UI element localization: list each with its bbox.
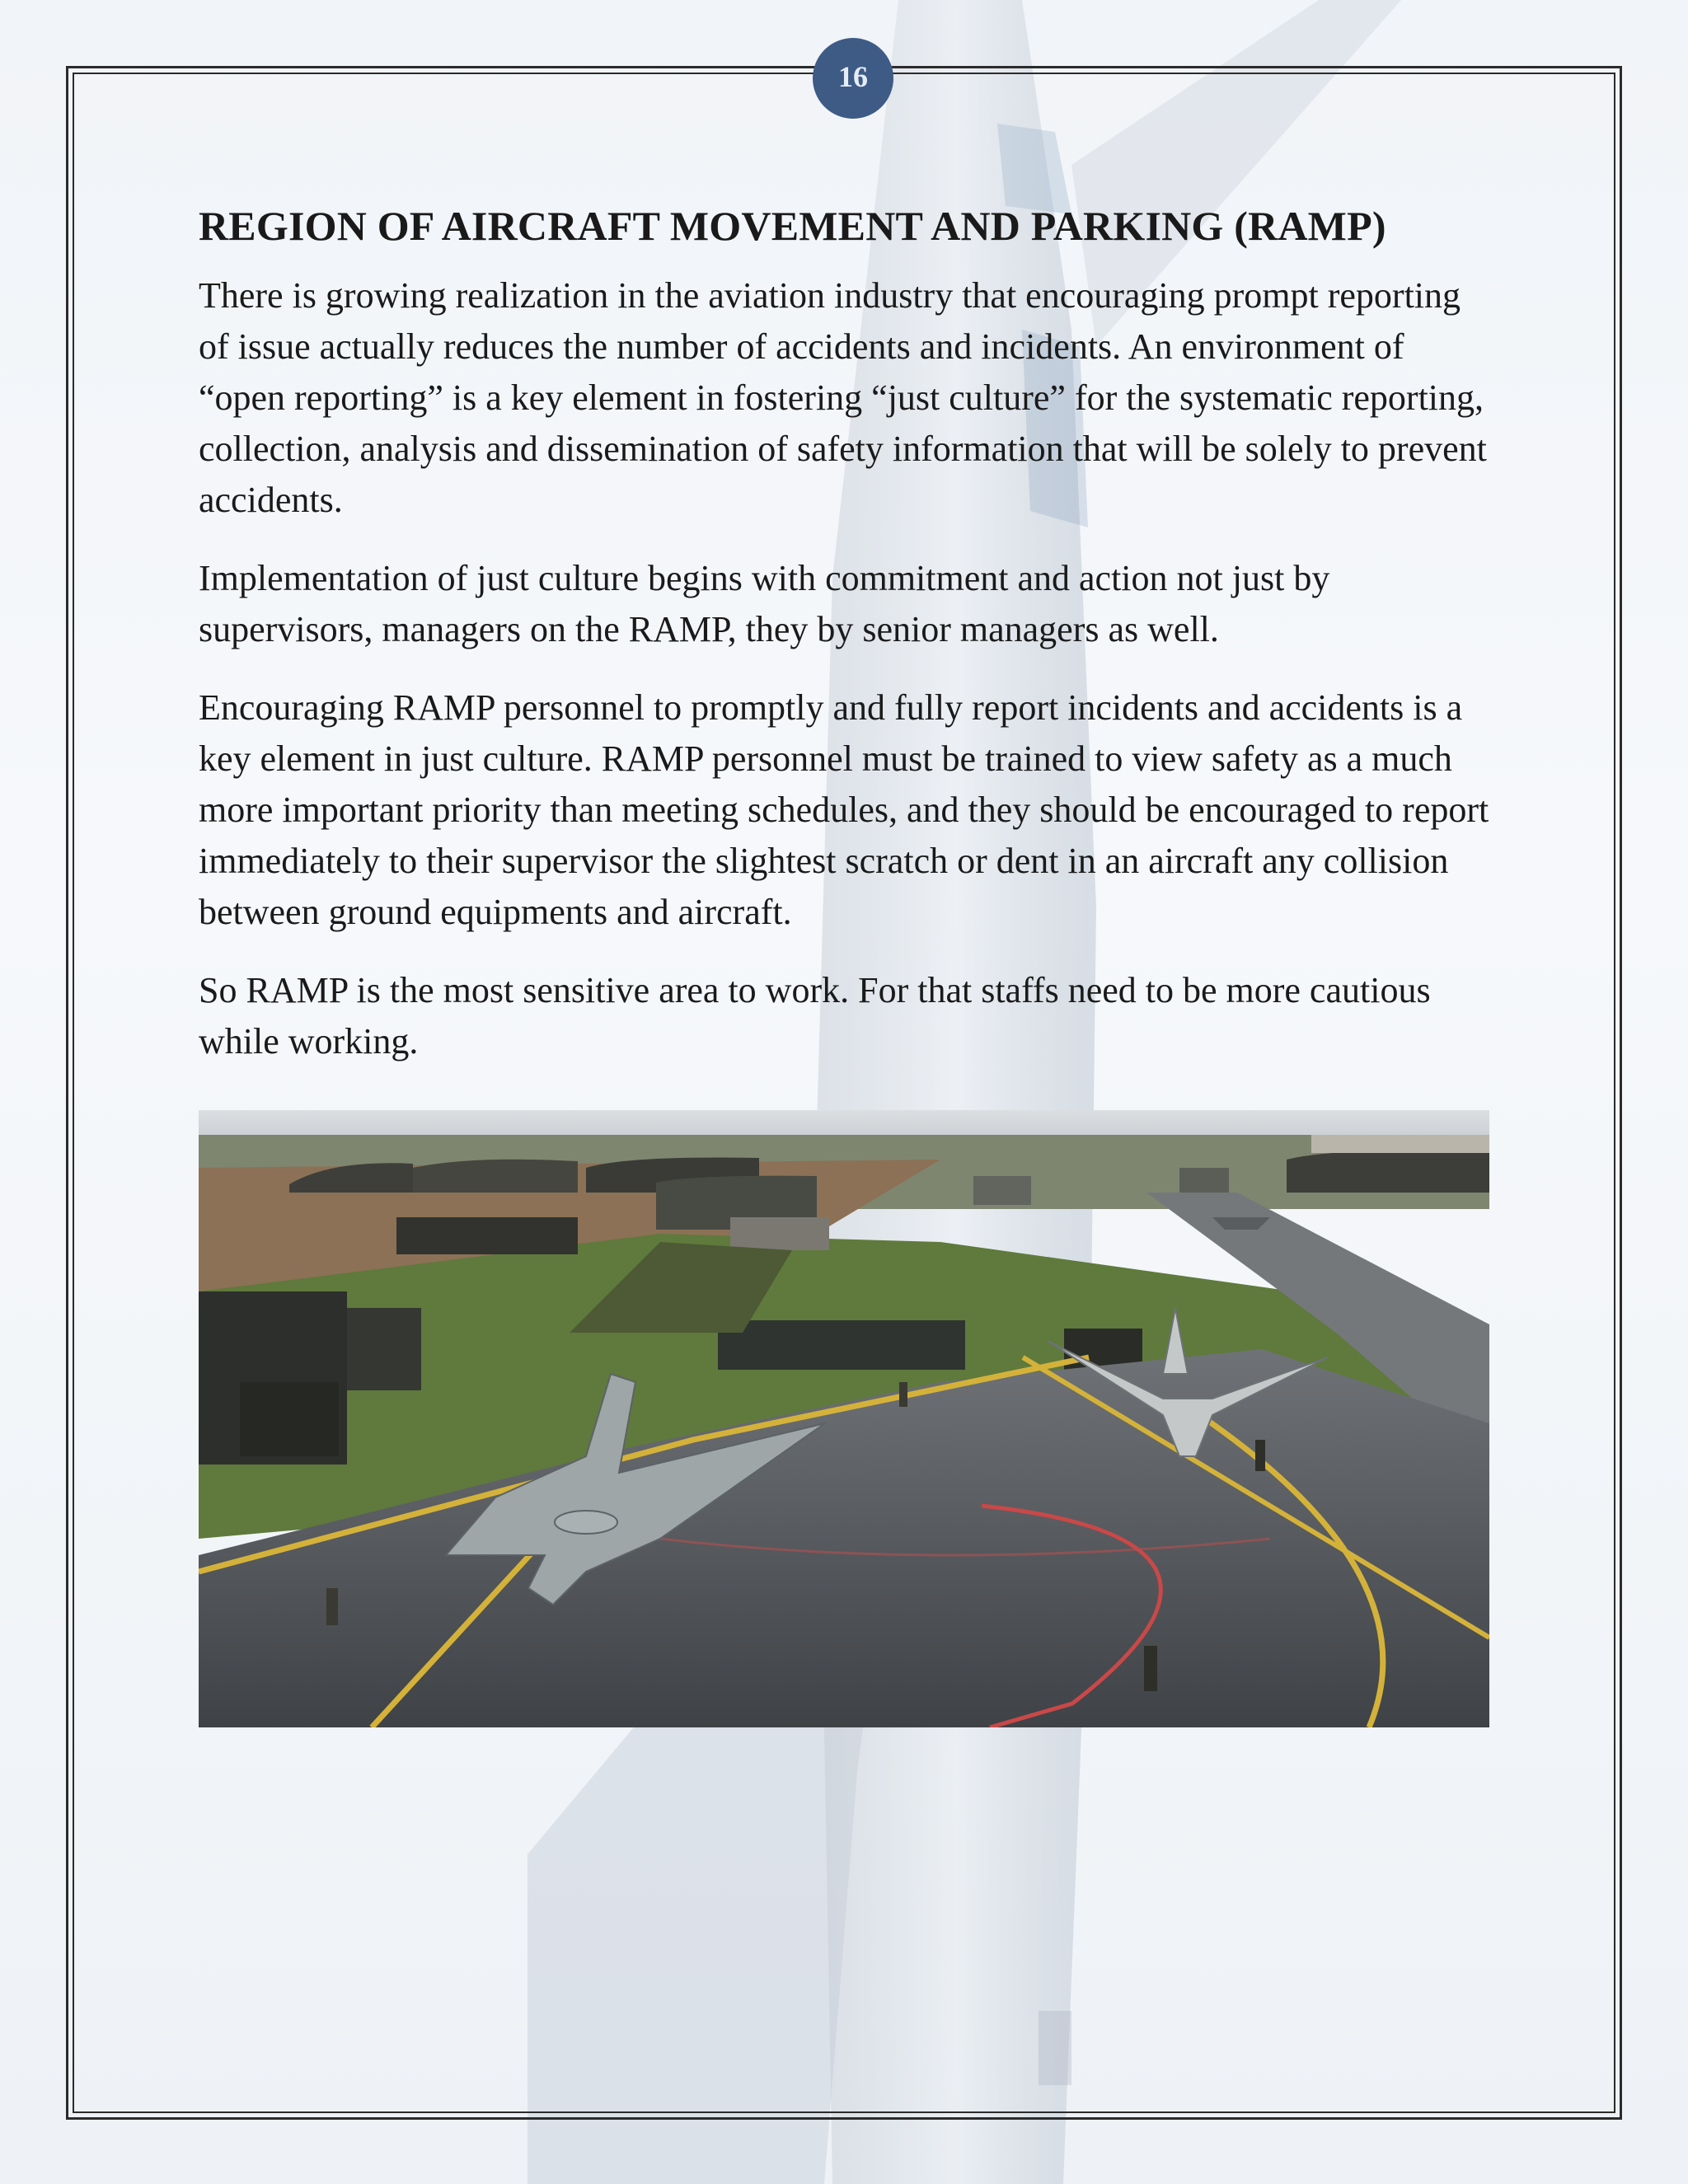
paragraph-ramp-personnel: Encouraging RAMP personnel to promptly and fully report incidents and accidents is a key element in just culture. RAMP personnel must be trained to view safety as a much more important priority than meeting schedules, and they should be encouraged to report immediately to their supervisor the slightest scratch or dent in an aircraft any collision between ground equipments and aircraft. bbox=[199, 687, 1489, 932]
paragraph-conclusion: So RAMP is the most sensitive area to work. For that staffs need to be more cautious while working. bbox=[199, 970, 1431, 1062]
page-content bbox=[199, 198, 1493, 1094]
paragraph-implementation: Implementation of just culture begins with commitment and action not just by supervisors, managers on the RAMP, they by senior managers as well. bbox=[199, 558, 1330, 649]
paragraph-open-reporting: There is growing realization in the aviation industry that encouraging prompt reporting of issue actually reduces the number of accidents and incidents. An environment of “open reporting” is a key element in fostering “just culture” for the systematic reporting, collection, analysis and dissemination of safety information that will be solely to prevent accidents. bbox=[199, 275, 1487, 520]
ramp-photo bbox=[199, 1110, 1489, 1727]
page-number-badge: 16 bbox=[813, 38, 893, 119]
ramp-photo-illustration bbox=[199, 1110, 1489, 1727]
section-heading: REGION OF AIRCRAFT MOVEMENT AND PARKING (RAMP) bbox=[199, 203, 1386, 249]
